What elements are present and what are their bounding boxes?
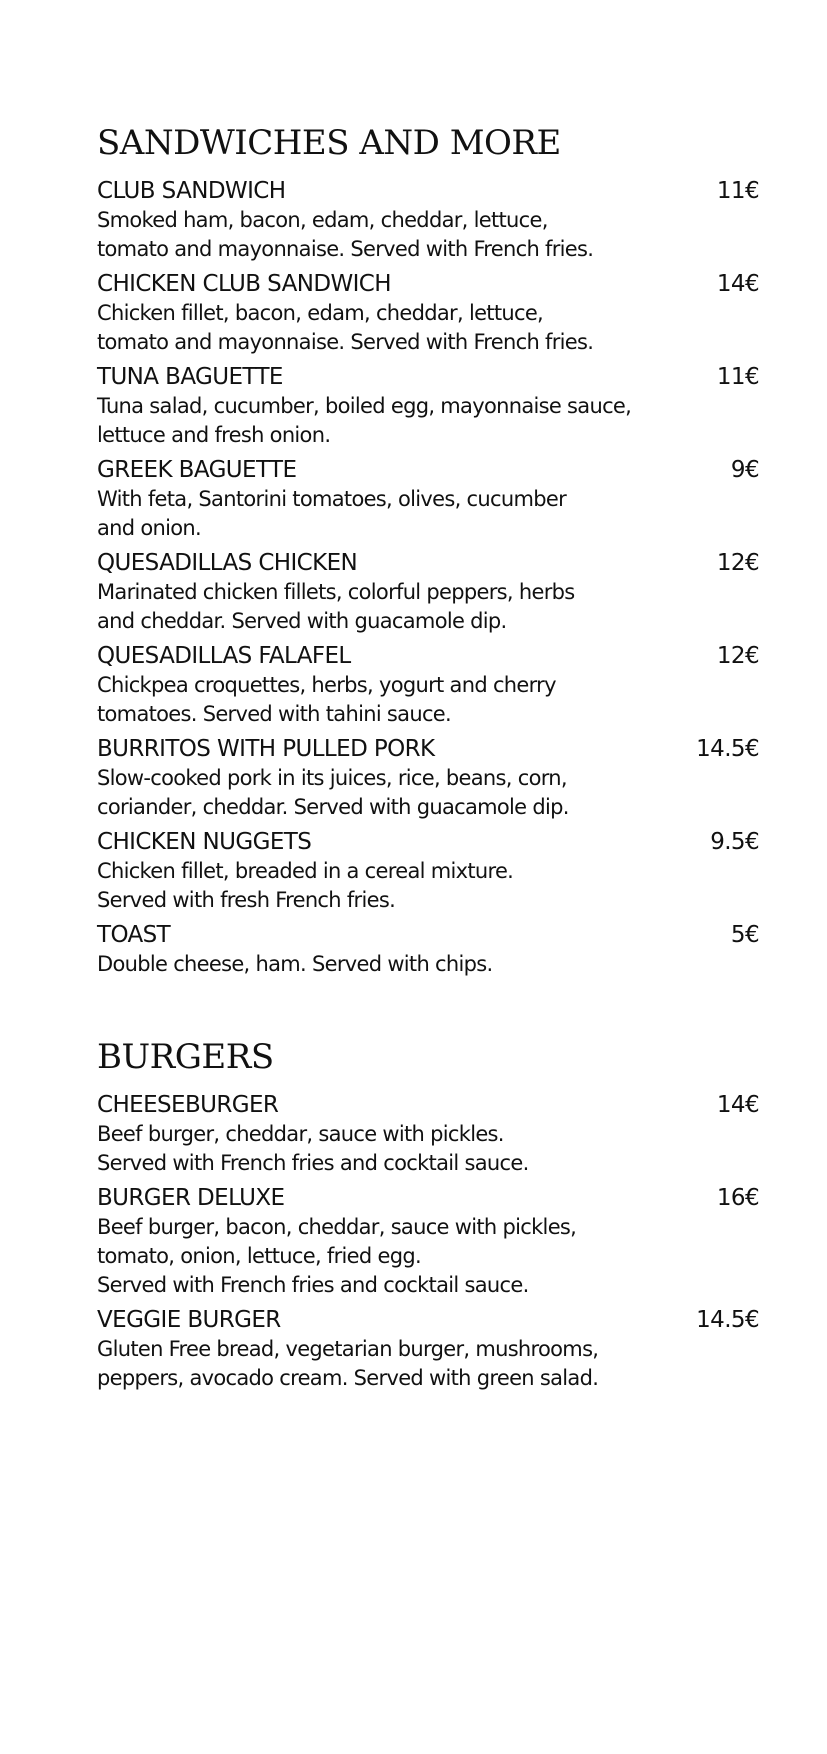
menu-item-price: 9€ [730,457,759,483]
menu-item-price: 14€ [716,271,759,297]
menu-item-quesadillas-chicken [97,549,759,636]
menu-item-name: CHICKEN CLUB SANDWICH [97,271,391,297]
menu-item-description: Tuna salad, cucumber, boiled egg, mayonnaise sauce, lettuce and fresh onion. [97,394,632,447]
menu-item-header [97,1091,759,1120]
menu-item-veggie-burger [97,1306,759,1393]
menu-item-header [97,363,759,392]
menu-item-description: With feta, Santorini tomatoes, olives, cucumber and onion. [97,487,567,540]
menu-item-price: 14€ [716,1092,759,1118]
menu-item-price: 11€ [716,178,759,204]
menu-item-greek-baguette [97,456,759,543]
menu-item-price: 5€ [730,922,759,948]
menu-item-description: Chickpea croquettes, herbs, yogurt and cherry tomatoes. Served with tahini sauce. [97,673,556,726]
menu-item-name: QUESADILLAS FALAFEL [97,643,351,669]
menu-item-name: TOAST [97,922,171,948]
menu-item-cheeseburger [97,1091,759,1178]
menu-item-tuna-baguette [97,363,759,450]
menu-item-description: Chicken fillet, bacon, edam, cheddar, lettuce, tomato and mayonnaise. Served with French fries. [97,301,594,354]
menu-item-price: 12€ [716,643,759,669]
menu-item-header [97,828,759,857]
menu-item-quesadillas-falafel [97,642,759,729]
section-title: BURGERS [97,1037,274,1077]
menu-item-price: 16€ [716,1185,759,1211]
menu-item-header [97,270,759,299]
menu-item-club-sandwich [97,177,759,264]
menu-item-header [97,177,759,206]
menu-item-description: Double cheese, ham. Served with chips. [97,952,493,976]
menu-item-description: Beef burger, bacon, cheddar, sauce with pickles, tomato, onion, lettuce, fried egg. Served with French fries and cocktail sauce. [97,1215,577,1297]
menu-item-name: TUNA BAGUETTE [97,364,283,390]
menu-item-name: BURRITOS WITH PULLED PORK [97,736,435,762]
menu-page [97,0,759,1399]
menu-item-description: Smoked ham, bacon, edam, cheddar, lettuce, tomato and mayonnaise. Served with French fries. [97,208,594,261]
menu-item-price: 14.5€ [696,736,759,762]
menu-item-header [97,456,759,485]
menu-item-toast [97,921,759,979]
menu-item-burger-deluxe [97,1184,759,1300]
menu-item-burritos-pulled-pork [97,735,759,822]
menu-item-price: 12€ [716,550,759,576]
menu-item-name: GREEK BAGUETTE [97,457,297,483]
menu-item-chicken-club-sandwich [97,270,759,357]
menu-item-description: Marinated chicken fillets, colorful peppers, herbs and cheddar. Served with guacamole dip. [97,580,575,633]
menu-item-name: QUESADILLAS CHICKEN [97,550,358,576]
menu-item-description: Gluten Free bread, vegetarian burger, mushrooms, peppers, avocado cream. Served with green salad. [97,1337,599,1390]
section-sandwiches-and-more [97,123,759,979]
menu-item-price: 11€ [716,364,759,390]
menu-item-header [97,549,759,578]
menu-item-description: Beef burger, cheddar, sauce with pickles. Served with French fries and cocktail sauce. [97,1122,529,1175]
menu-item-header [97,1306,759,1335]
menu-item-price: 14.5€ [696,1307,759,1333]
menu-item-description: Chicken fillet, breaded in a cereal mixture. Served with fresh French fries. [97,859,514,912]
menu-item-header [97,1184,759,1213]
menu-item-name: VEGGIE BURGER [97,1307,281,1333]
menu-item-header [97,642,759,671]
menu-item-header [97,735,759,764]
menu-item-name: CHEESEBURGER [97,1092,279,1118]
section-burgers [97,1037,759,1393]
menu-item-header [97,921,759,950]
menu-item-name: CLUB SANDWICH [97,178,286,204]
menu-item-chicken-nuggets [97,828,759,915]
menu-item-name: BURGER DELUXE [97,1185,285,1211]
menu-item-name: CHICKEN NUGGETS [97,829,312,855]
section-title: SANDWICHES AND MORE [97,123,561,163]
menu-item-description: Slow-cooked pork in its juices, rice, beans, corn, coriander, cheddar. Served with guacamole dip. [97,766,569,819]
menu-item-price: 9.5€ [710,829,759,855]
